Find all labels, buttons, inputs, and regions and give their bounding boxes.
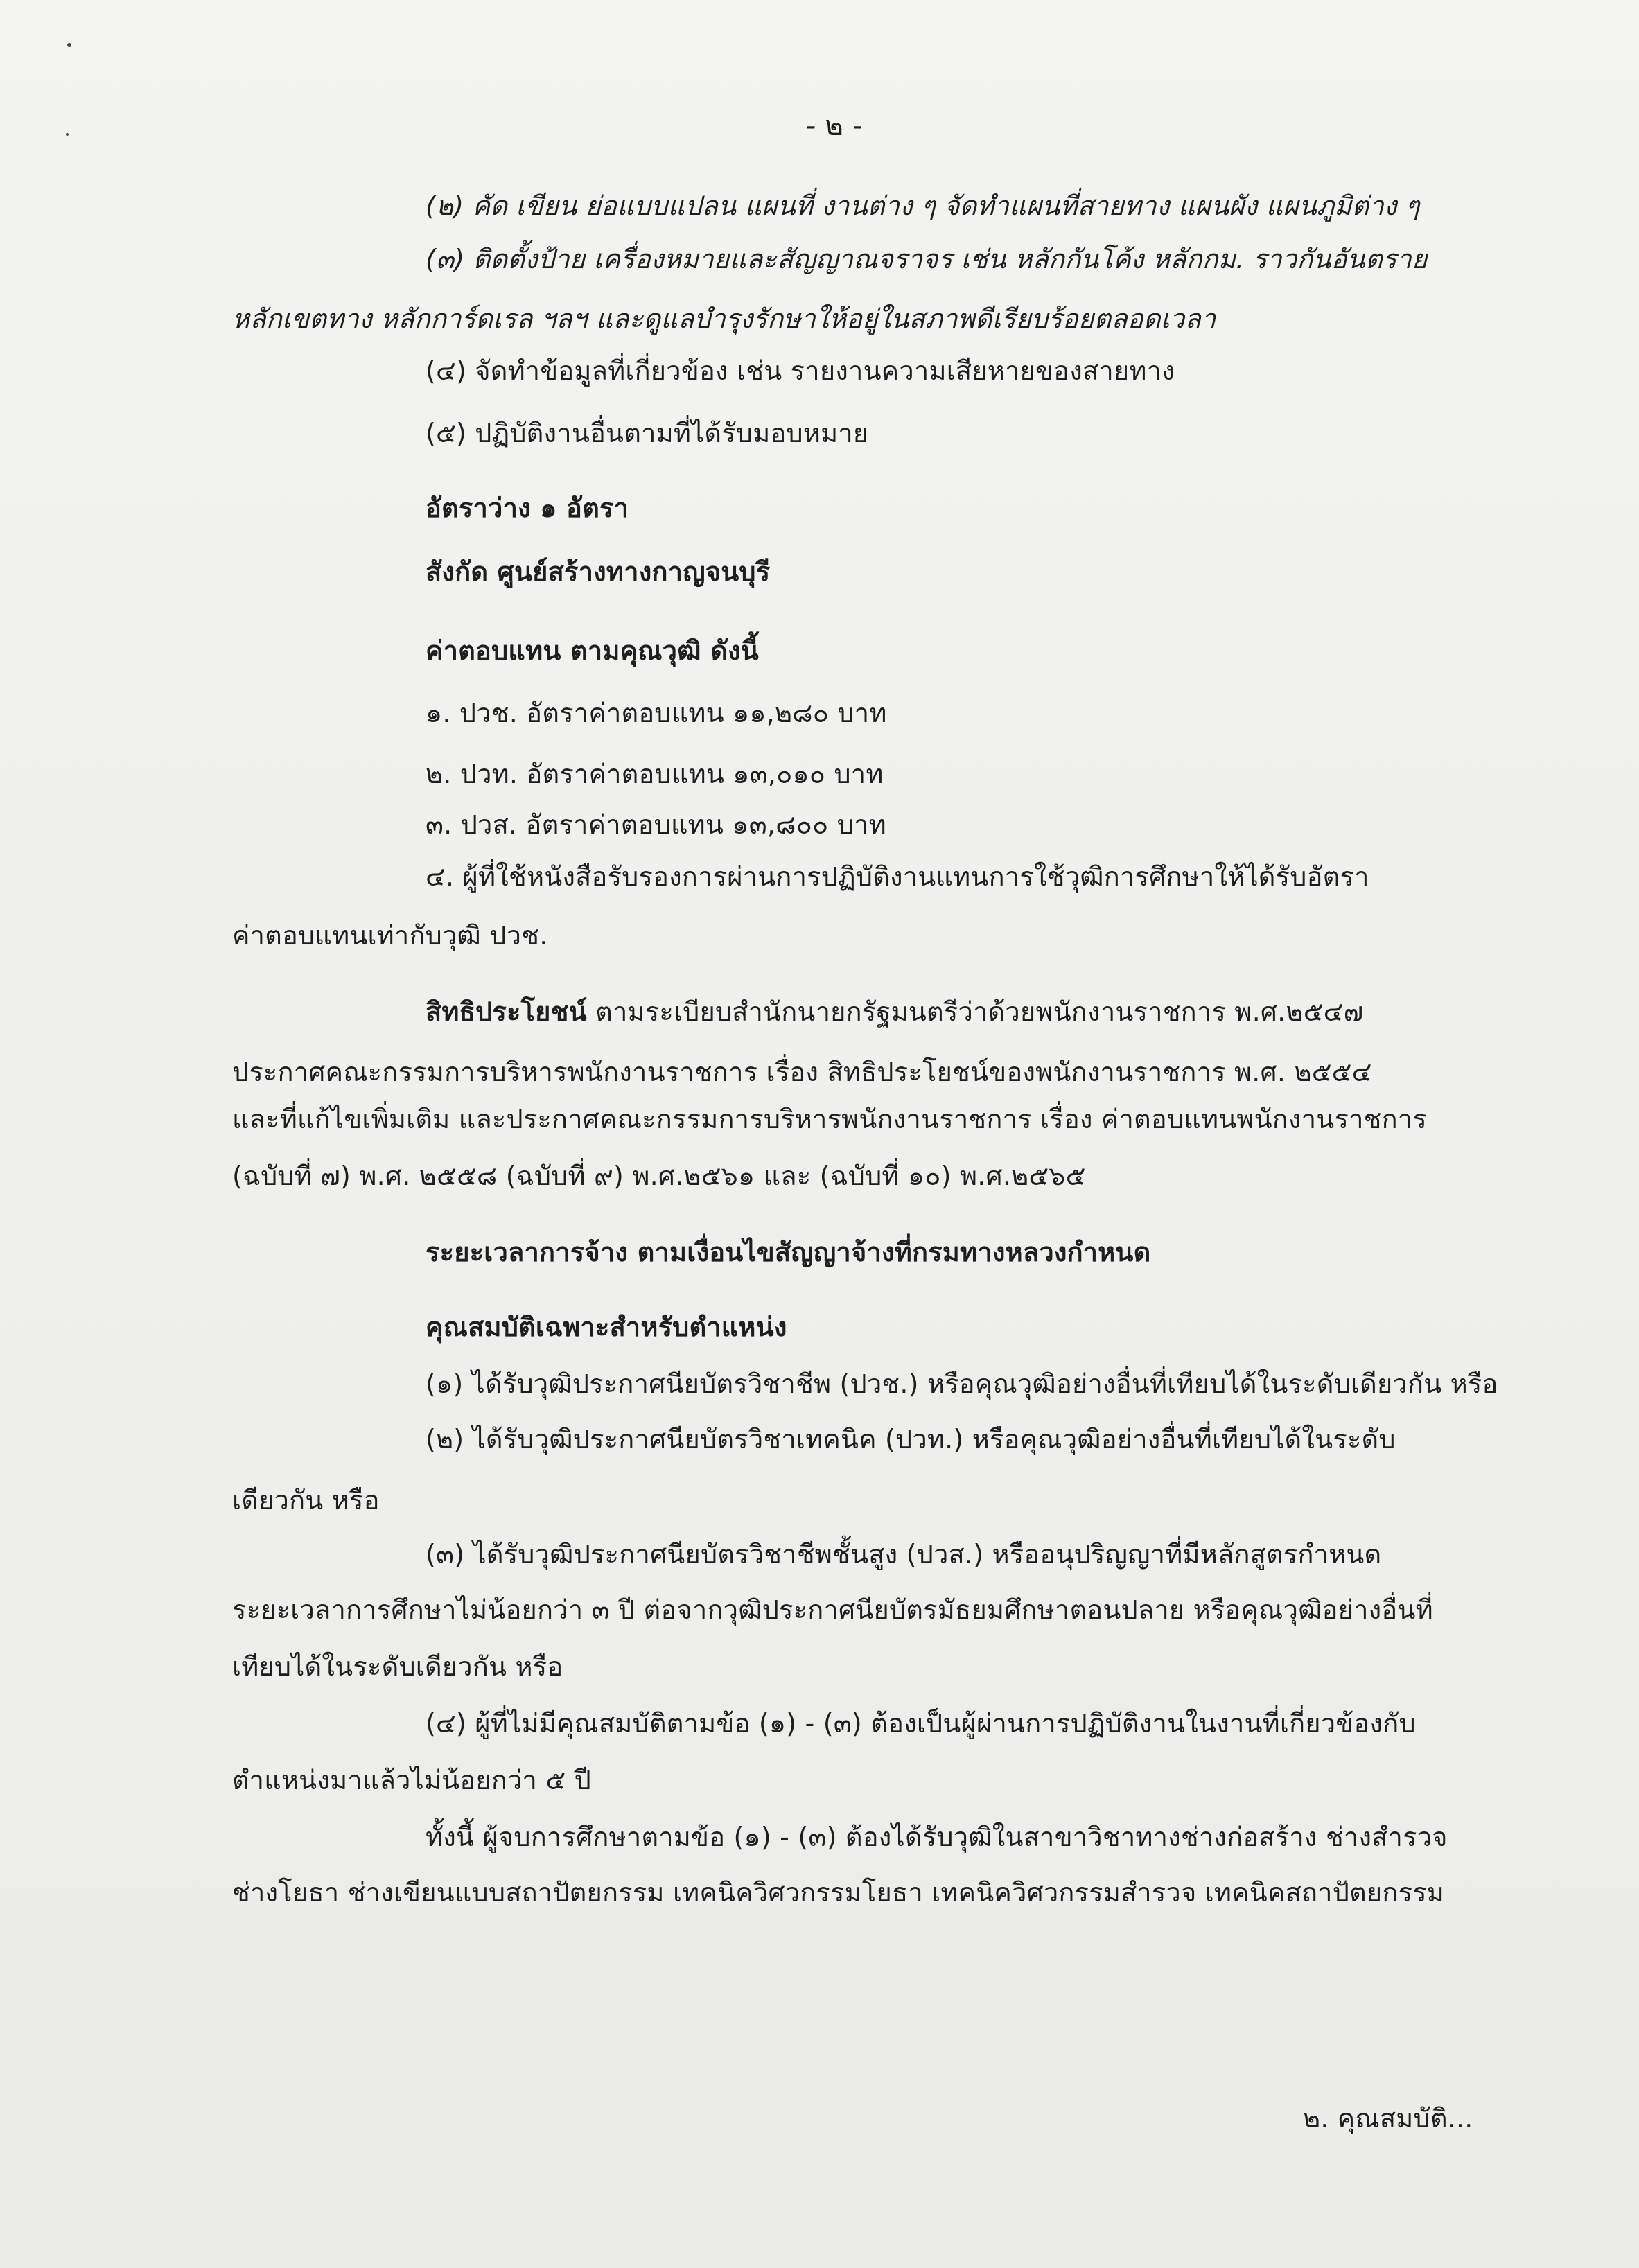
scan-speck <box>66 133 69 136</box>
benefits-label: สิทธิประโยชน์ <box>426 996 587 1027</box>
compensation-item-4-line-2: ค่าตอบแทนเท่ากับวุฒิ ปวช. <box>232 920 548 951</box>
compensation-item-4-line-1: ๔. ผู้ที่ใช้หนังสือรับรองการผ่านการปฏิบัติงานแทนการใช้วุฒิการศึกษาให้ได้รับอัตรา <box>426 861 1369 892</box>
benefits-line-4: (ฉบับที่ ๗) พ.ศ. ๒๕๕๘ (ฉบับที่ ๙) พ.ศ.๒๕๖๑ และ (ฉบับที่ ๑๐) พ.ศ.๒๕๖๕ <box>232 1161 1086 1191</box>
duty-item-2: (๒) คัด เขียน ย่อแบบแปลน แผนที่ งานต่าง ๆ จัดทำแผนที่สายทาง แผนผัง แผนภูมิต่าง ๆ <box>426 191 1420 221</box>
duty-item-5: (๕) ปฏิบัติงานอื่นตามที่ได้รับมอบหมาย <box>426 418 869 448</box>
qualification-note-line-2: ช่างโยธา ช่างเขียนแบบสถาปัตยกรรม เทคนิควิศวกรรมโยธา เทคนิควิศวกรรมสำรวจ เทคนิคสถาปัตยกรรม <box>232 1877 1445 1908</box>
duty-item-4: (๔) จัดทำข้อมูลที่เกี่ยวข้อง เช่น รายงานความเสียหายของสายทาง <box>426 355 1175 386</box>
page-number: - ๒ - <box>806 110 863 142</box>
qualifications-heading: คุณสมบัติเฉพาะสำหรับตำแหน่ง <box>426 1312 787 1342</box>
qualification-item-2-line-2: เดียวกัน หรือ <box>232 1485 380 1515</box>
scan-speck <box>67 43 71 47</box>
duty-item-3-line-1: (๓) ติดตั้งป้าย เครื่องหมายและสัญญาณจราจร เช่น หลักกันโค้ง หลักกม. ราวกันอันตราย <box>426 244 1428 274</box>
continuation-marker: ๒. คุณสมบัติ... <box>1303 2103 1473 2134</box>
employment-period: ระยะเวลาการจ้าง ตามเงื่อนไขสัญญาจ้างที่กรมทางหลวงกำหนด <box>426 1237 1151 1267</box>
benefits-line-1-text: ตามระเบียบสำนักนายกรัฐมนตรีว่าด้วยพนักงานราชการ พ.ศ.๒๕๔๗ <box>586 996 1364 1027</box>
qualification-item-1: (๑) ได้รับวุฒิประกาศนียบัตรวิชาชีพ (ปวช.) หรือคุณวุฒิอย่างอื่นที่เทียบได้ในระดับเดียวกัน หรือ <box>426 1369 1498 1399</box>
vacancy: อัตราว่าง ๑ อัตรา <box>426 493 629 523</box>
compensation-heading: ค่าตอบแทน ตามคุณวุฒิ ดังนี้ <box>426 635 759 666</box>
compensation-item-1: ๑. ปวช. อัตราค่าตอบแทน ๑๑,๒๘๐ บาท <box>426 698 887 728</box>
qualification-item-3-line-2: ระยะเวลาการศึกษาไม่น้อยกว่า ๓ ปี ต่อจากวุฒิประกาศนียบัตรมัธยมศึกษาตอนปลาย หรือคุณวุฒิอย่างอื่นที่ <box>232 1594 1433 1625</box>
compensation-item-2: ๒. ปวท. อัตราค่าตอบแทน ๑๓,๐๑๐ บาท <box>426 759 884 789</box>
affiliation: สังกัด ศูนย์สร้างทางกาญจนบุรี <box>426 556 771 587</box>
duty-item-3-line-2: หลักเขตทาง หลักการ์ดเรล ฯลฯ และดูแลบำรุงรักษาให้อยู่ในสภาพดีเรียบร้อยตลอดเวลา <box>232 304 1216 334</box>
qualification-item-4-line-2: ตำแหน่งมาแล้วไม่น้อยกว่า ๕ ปี <box>232 1765 591 1795</box>
qualification-item-4-line-1: (๔) ผู้ที่ไม่มีคุณสมบัติตามข้อ (๑) - (๓) ต้องเป็นผู้ผ่านการปฏิบัติงานในงานที่เกี่ยวข้องกับ <box>426 1708 1416 1739</box>
benefits-line-2: ประกาศคณะกรรมการบริหารพนักงานราชการ เรื่อง สิทธิประโยชน์ของพนักงานราชการ พ.ศ. ๒๕๕๔ <box>232 1057 1372 1087</box>
qualification-item-3-line-3: เทียบได้ในระดับเดียวกัน หรือ <box>232 1651 563 1682</box>
qualification-item-3-line-1: (๓) ได้รับวุฒิประกาศนียบัตรวิชาชีพชั้นสูง (ปวส.) หรืออนุปริญญาที่มีหลักสูตรกำหนด <box>426 1539 1382 1570</box>
benefits-line-3: และที่แก้ไขเพิ่มเติม และประกาศคณะกรรมการบริหารพนักงานราชการ เรื่อง ค่าตอบแทนพนักงานราชการ <box>232 1104 1427 1134</box>
benefits-line-1 <box>426 996 1364 1027</box>
qualification-item-2-line-1: (๒) ได้รับวุฒิประกาศนียบัตรวิชาเทคนิค (ปวท.) หรือคุณวุฒิอย่างอื่นที่เทียบได้ในระดับ <box>426 1424 1396 1454</box>
qualification-note-line-1: ทั้งนี้ ผู้จบการศึกษาตามข้อ (๑) - (๓) ต้องได้รับวุฒิในสาขาวิชาทางช่างก่อสร้าง ช่างสำรวจ <box>426 1822 1448 1852</box>
compensation-item-3: ๓. ปวส. อัตราค่าตอบแทน ๑๓,๘๐๐ บาท <box>426 809 886 840</box>
